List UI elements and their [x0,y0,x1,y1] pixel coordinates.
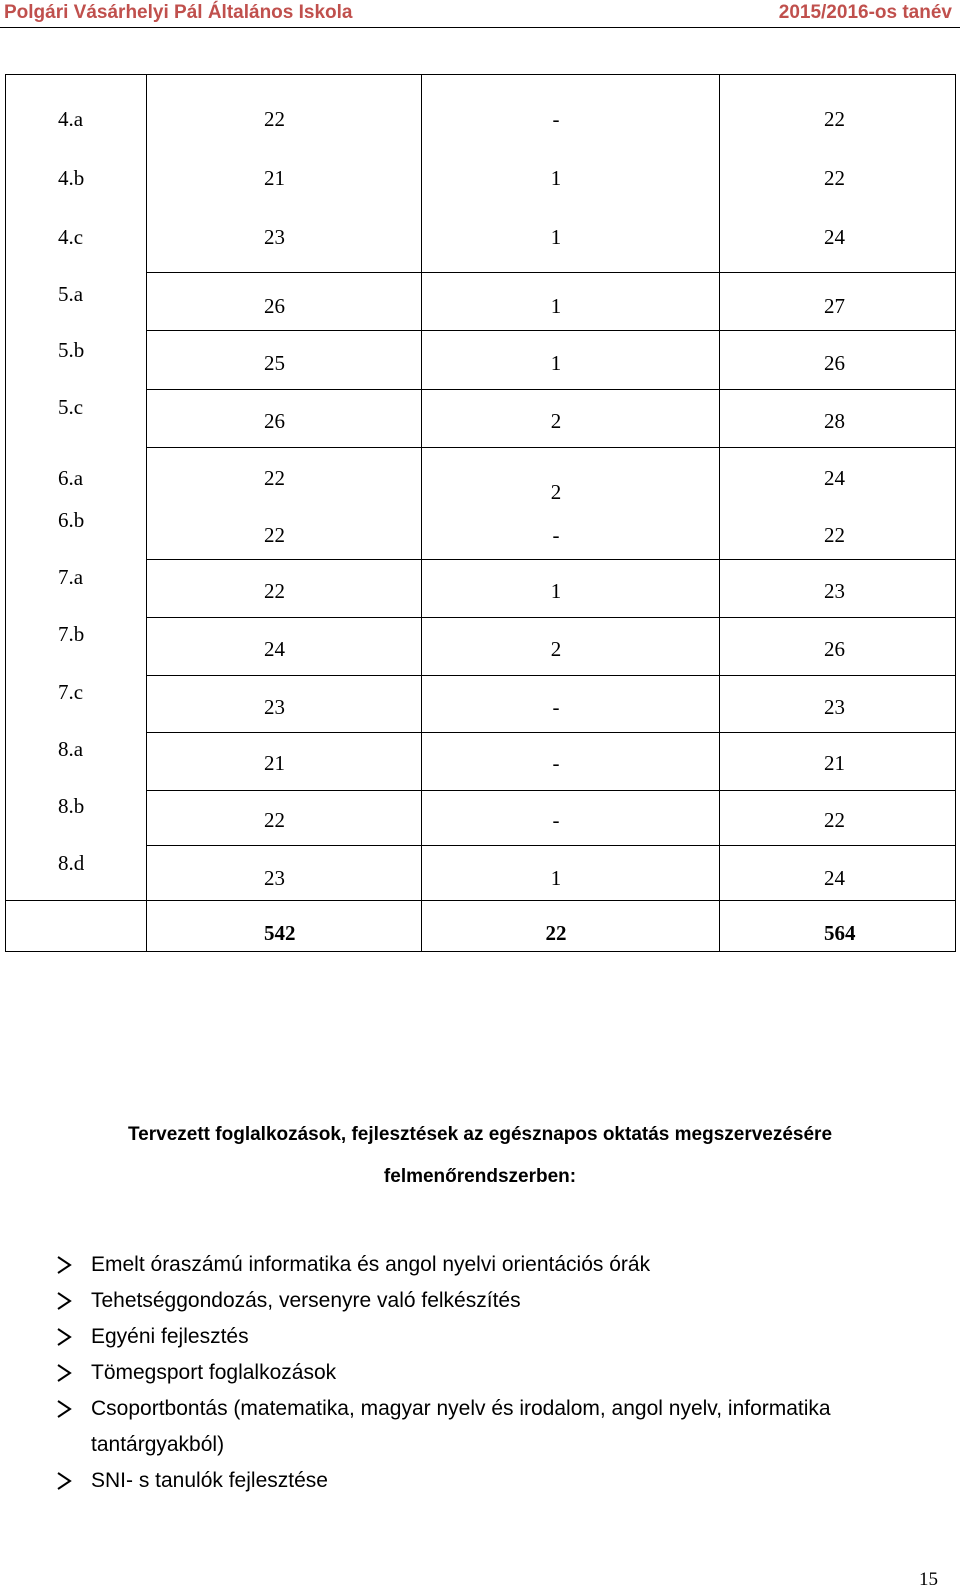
table-cell-class: 4.c [58,225,84,249]
list-item [55,1247,935,1283]
table-cell: 2 [550,409,562,433]
table-cell: 21 [264,751,285,775]
table-cell-class: 4.b [58,166,85,190]
table-cell: 22 [824,808,845,832]
table-cell: 26 [264,409,285,433]
table-cell: 24 [824,866,845,890]
table-cell: 23 [264,225,285,249]
arrow-bullet-icon [55,1391,75,1427]
arrow-bullet-icon [55,1247,75,1283]
table-rule [146,675,956,676]
list-item-text: Egyéni fejlesztés [91,1325,249,1348]
table-cell: 22 [824,166,845,190]
table-cell: 22 [824,523,845,547]
arrow-bullet-icon [55,1463,75,1499]
table-cell-class: 7.b [58,622,85,646]
table-rule [146,732,956,733]
table-cell: 23 [824,695,845,719]
table-cell: 22 [264,808,285,832]
list-item-text: Emelt óraszámú informatika és angol nyelvi orientációs órák [91,1253,651,1276]
table-cell-class: 6.a [58,466,84,490]
table-cell: - [552,808,560,832]
table-cell-class: 8.d [58,851,85,875]
list-item [55,1391,935,1463]
table-total: 542 [264,921,296,945]
table-cell: 22 [264,466,285,490]
arrow-bullet-icon [55,1319,75,1355]
table-cell: 24 [824,225,845,249]
table-cell: 26 [824,637,845,661]
table-cell: 1 [550,294,562,318]
list-item-text: Tehetséggondozás, versenyre való felkészítés [91,1289,521,1312]
table-rule [421,74,422,952]
table-cell: 26 [824,351,845,375]
table-rule [146,330,956,331]
table-cell: 1 [550,166,562,190]
section-heading: Tervezett foglalkozások, fejlesztések az egésznapos oktatás megszervezésére [127,1124,833,1145]
list-item-text: Csoportbontás (matematika, magyar nyelv és irodalom, angol nyelv, informatika tantárgyakból) [91,1397,831,1456]
table-cell: - [552,695,560,719]
table-cell: 1 [550,866,562,890]
table-cell: 24 [824,466,845,490]
table-cell: 2 [550,480,562,504]
arrow-bullet-icon [55,1355,75,1391]
table-cell: 22 [264,107,285,131]
table-rule [5,900,956,901]
table-cell: - [552,107,560,131]
table-rule [146,617,956,618]
table-cell: - [552,751,560,775]
table-rule [146,389,956,390]
table-cell-class: 8.a [58,737,84,761]
table-cell: 23 [264,866,285,890]
table-rule [146,447,956,448]
table-cell-class: 8.b [58,794,85,818]
table-cell: 21 [824,751,845,775]
table-total: 22 [545,921,567,945]
table-rule [955,74,956,952]
list-item [55,1319,935,1355]
table-rule [5,74,6,952]
table-cell-class: 7.a [58,565,84,589]
arrow-bullet-icon [55,1283,75,1319]
table-cell: - [552,523,560,547]
school-name: Polgári Vásárhelyi Pál Általános Iskola [4,2,353,23]
table-rule [146,559,956,560]
table-cell: 1 [550,579,562,603]
table-cell: 22 [264,579,285,603]
table-cell: 21 [264,166,285,190]
table-cell: 22 [264,523,285,547]
table-cell: 1 [550,351,562,375]
table-rule [719,74,720,952]
table-cell-class: 5.b [58,338,85,362]
table-cell-class: 5.a [58,282,84,306]
table-cell: 2 [550,637,562,661]
activity-list [55,1247,935,1499]
table-cell: 22 [824,107,845,131]
table-total: 564 [824,921,856,945]
table-rule [146,74,147,952]
list-item-text: Tömegsport foglalkozások [91,1361,337,1384]
table-rule [5,951,956,952]
page-number: 15 [919,1569,938,1590]
table-cell-class: 7.c [58,680,84,704]
section-heading-line2: felmenőrendszerben: [383,1166,577,1187]
table-cell: 27 [824,294,845,318]
table-cell-class: 5.c [58,395,84,419]
table-cell: 1 [550,225,562,249]
list-item [55,1355,935,1391]
table-cell: 23 [824,579,845,603]
table-cell-class: 6.b [58,508,85,532]
table-rule [146,790,956,791]
table-rule [146,845,956,846]
table-cell: 28 [824,409,845,433]
list-item [55,1283,935,1319]
school-year: 2015/2016-os tanév [778,2,952,23]
table-cell: 23 [264,695,285,719]
table-cell: 25 [264,351,285,375]
table-rule [5,74,956,75]
list-item-text: SNI- s tanulók fejlesztése [91,1469,328,1492]
table-cell: 24 [264,637,285,661]
table-rule [146,272,956,273]
table-cell: 26 [264,294,285,318]
table-cell-class: 4.a [58,107,84,131]
list-item [55,1463,935,1499]
